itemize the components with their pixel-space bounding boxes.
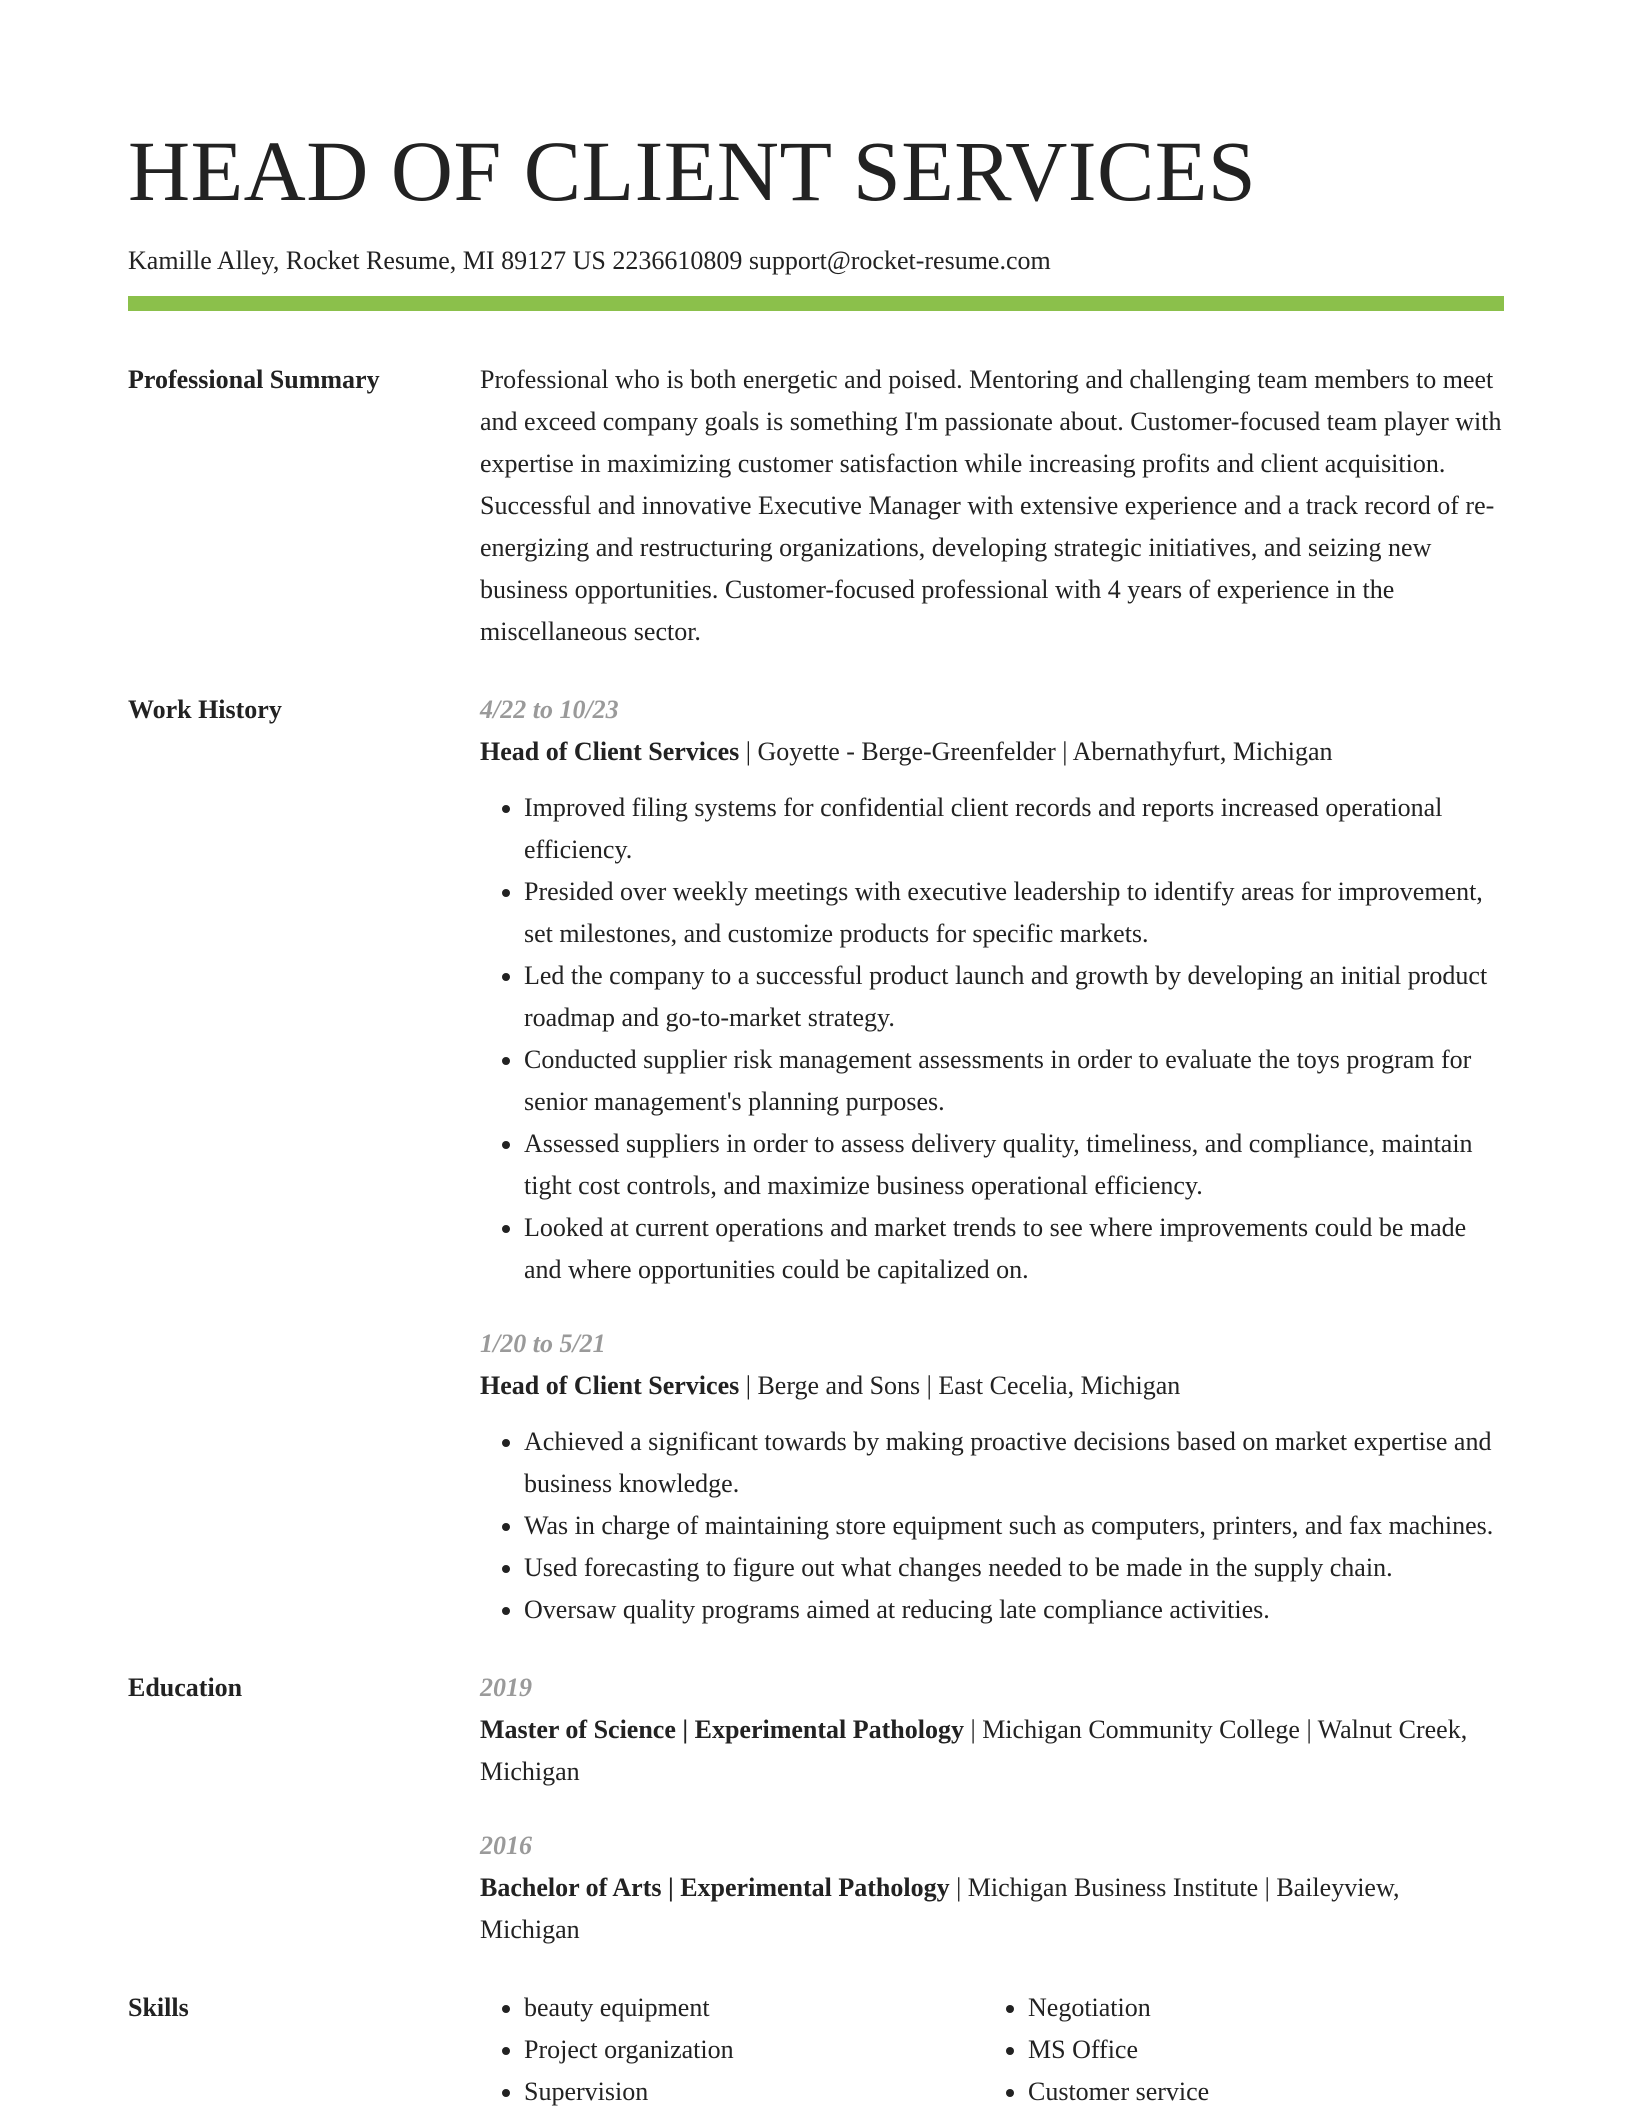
job-title-line: [480, 731, 1504, 773]
summary-section: [128, 359, 1504, 653]
job-entry: [480, 1323, 1504, 1631]
job-bullet: • Conducted supplier risk management assessments in order to evaluate the toys program for senior management's planning purposes.: [524, 1039, 1504, 1123]
job-bullet: • Looked at current operations and market trends to see where improvements could be made and where opportunities could be capitalized on.: [524, 1207, 1504, 1291]
skill-item: • Project organization: [524, 2029, 984, 2071]
skills-columns: [480, 1987, 1504, 2113]
education-school-location: | Michigan Business Institute | Baileyview, Michigan: [480, 1873, 1400, 1944]
job-dates: 4/22 to 10/23: [480, 695, 619, 724]
skills-section: [128, 1987, 1504, 2113]
summary-text: Professional who is both energetic and poised. Mentoring and challenging team members to meet and exceed company goals is something I'm passionate about. Customer-focused team player with expertise in maximizing customer satisfaction while increasing profits and client acquisition. Successful and innovative Executive Manager with extensive experience and a track record of re-energizing and restructuring organizations, developing strategic initiatives, and seizing new business opportunities. Customer-focused professional with 4 years of experience in the miscellaneous sector.: [480, 365, 1502, 646]
job-title: Head of Client Services: [480, 1371, 740, 1400]
job-entry: [480, 689, 1504, 1291]
skill-item: • Supervision: [524, 2071, 984, 2113]
skills-list-left: [480, 1987, 984, 2113]
skills-list-right: [984, 1987, 1488, 2113]
skill-item: • MS Office: [1028, 2029, 1488, 2071]
job-title-line: [480, 1365, 1504, 1407]
resume-title: HEAD OF CLIENT SERVICES: [128, 123, 1257, 219]
job-bullets: [480, 1421, 1504, 1631]
education-degree-line: [480, 1867, 1504, 1951]
job-bullets: [480, 787, 1504, 1291]
contact-line: Kamille Alley, Rocket Resume, MI 89127 US 2236610809 support@rocket-resume.com: [128, 246, 1051, 275]
skill-item: • Negotiation: [1028, 1987, 1488, 2029]
job-bullet: • Was in charge of maintaining store equipment such as computers, printers, and fax machines.: [524, 1505, 1504, 1547]
job-company-location: | Goyette - Berge-Greenfelder | Abernathyfurt, Michigan: [739, 737, 1333, 766]
education-year: 2019: [480, 1673, 532, 1702]
job-dates: 1/20 to 5/21: [480, 1329, 606, 1358]
education-year: 2016: [480, 1831, 532, 1860]
job-bullet: • Presided over weekly meetings with executive leadership to identify areas for improvement, set milestones, and customize products for specific markets.: [524, 871, 1504, 955]
job-title: Head of Client Services: [480, 737, 740, 766]
job-company-location: | Berge and Sons | East Cecelia, Michigan: [739, 1371, 1181, 1400]
job-bullet: • Used forecasting to figure out what changes needed to be made in the supply chain.: [524, 1547, 1504, 1589]
education-degree: Master of Science | Experimental Pathology: [480, 1715, 964, 1744]
job-bullet: • Achieved a significant towards by making proactive decisions based on market expertise and business knowledge.: [524, 1421, 1504, 1505]
education-heading: Education: [128, 1673, 243, 1702]
job-bullet: • Improved filing systems for confidential client records and reports increased operational efficiency.: [524, 787, 1504, 871]
summary-heading: Professional Summary: [128, 365, 380, 394]
education-section: [128, 1667, 1504, 1951]
skills-heading: Skills: [128, 1993, 189, 2022]
job-bullet: • Led the company to a successful product launch and growth by developing an initial product roadmap and go-to-market strategy.: [524, 955, 1504, 1039]
work-history-heading: Work History: [128, 695, 282, 724]
header-divider: [128, 296, 1504, 311]
job-bullet: • Assessed suppliers in order to assess delivery quality, timeliness, and compliance, maintain tight cost controls, and maximize business operational efficiency.: [524, 1123, 1504, 1207]
education-degree: Bachelor of Arts | Experimental Pathology: [480, 1873, 950, 1902]
education-entry: [480, 1825, 1504, 1951]
job-bullet: • Oversaw quality programs aimed at reducing late compliance activities.: [524, 1589, 1504, 1631]
resume-page: [128, 0, 1504, 2113]
education-school-location: | Michigan Community College | Walnut Creek, Michigan: [480, 1715, 1468, 1786]
skill-item: • Customer service: [1028, 2071, 1488, 2113]
education-entry: [480, 1667, 1504, 1793]
work-history-section: [128, 689, 1504, 1631]
skill-item: • beauty equipment: [524, 1987, 984, 2029]
education-degree-line: [480, 1709, 1504, 1793]
